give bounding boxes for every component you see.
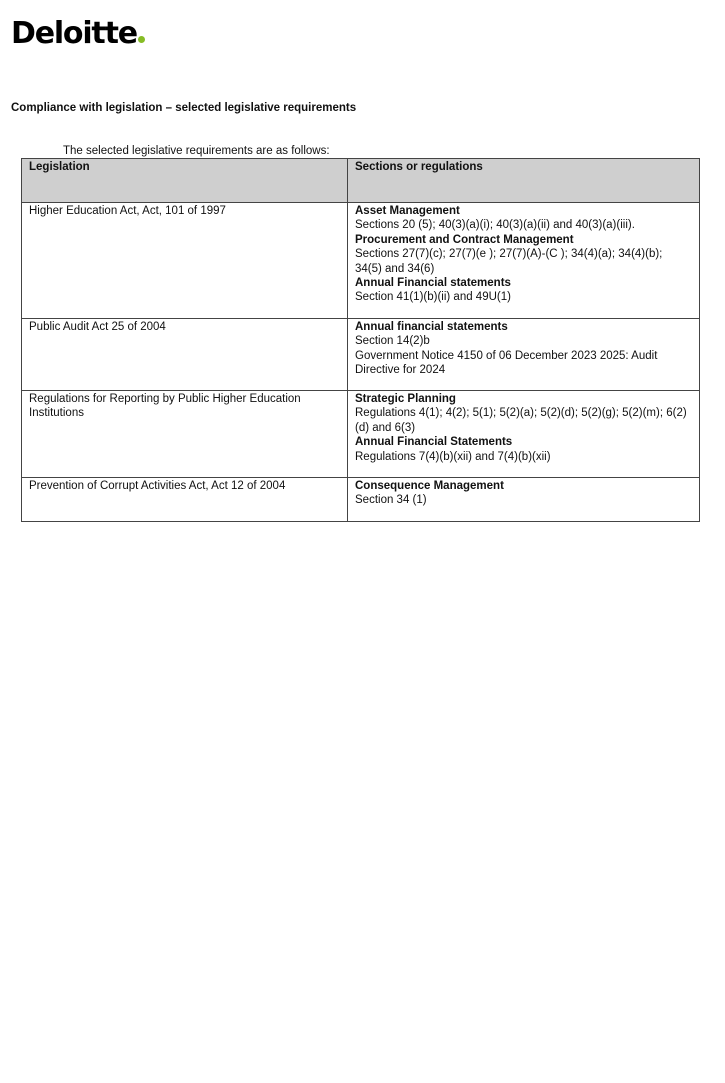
section-text: Section 41(1)(b)(ii) and 49U(1) — [355, 291, 511, 304]
legislation-table — [21, 158, 700, 522]
table-row — [22, 478, 700, 522]
header-legislation: Legislation — [22, 159, 348, 203]
table-row — [22, 203, 700, 319]
section-heading: Consequence Management — [355, 480, 504, 492]
section-text: Regulations 4(1); 4(2); 5(1); 5(2)(a); 5(2)(d); 5(2)(g); 5(2)(m); 6(2)(d) and 6(3) — [355, 407, 687, 434]
logo-wordmark: Deloitte — [11, 16, 137, 51]
page-title: Compliance with legislation – selected legislative requirements — [11, 102, 357, 114]
legislation-cell: Regulations for Reporting by Public Higher Education Institutions — [22, 391, 348, 478]
sections-cell — [348, 203, 700, 319]
section-heading: Annual Financial Statements — [355, 436, 513, 449]
header-sections: Sections or regulations — [348, 159, 700, 203]
section-heading: Asset Management — [355, 205, 460, 217]
legislation-cell: Prevention of Corrupt Activities Act, Act 12 of 2004 — [22, 478, 348, 522]
section-heading: Annual financial statements — [355, 321, 508, 333]
section-text: Sections 27(7)(c); 27(7)(e ); 27(7)(A)-(C ); 34(4)(a); 34(4)(b); 34(5) and 34(6) — [355, 248, 663, 275]
legislation-cell: Public Audit Act 25 of 2004 — [22, 319, 348, 391]
section-heading: Procurement and Contract Management — [355, 233, 574, 246]
table-row — [22, 391, 700, 478]
section-heading: Annual Financial statements — [355, 277, 511, 290]
sections-cell — [348, 319, 700, 391]
section-heading: Strategic Planning — [355, 393, 456, 405]
table-row — [22, 319, 700, 391]
logo-green-dot — [138, 36, 145, 43]
section-text: Sections 20 (5); 40(3)(a)(i); 40(3)(a)(ii) and 40(3)(a)(iii). — [355, 219, 635, 232]
deloitte-logo — [11, 14, 145, 54]
table-header-row — [22, 159, 700, 203]
sections-cell — [348, 478, 700, 522]
section-text: Regulations 7(4)(b)(xii) and 7(4)(b)(xii) — [355, 450, 551, 463]
section-text: Section 14(2)b — [355, 335, 430, 348]
intro-text: The selected legislative requirements are as follows: — [63, 145, 330, 157]
legislation-cell: Higher Education Act, Act, 101 of 1997 — [22, 203, 348, 319]
section-text: Section 34 (1) — [355, 494, 427, 507]
section-text: Government Notice 4150 of 06 December 2023 2025: Audit Directive for 2024 — [355, 349, 658, 377]
sections-cell — [348, 391, 700, 478]
